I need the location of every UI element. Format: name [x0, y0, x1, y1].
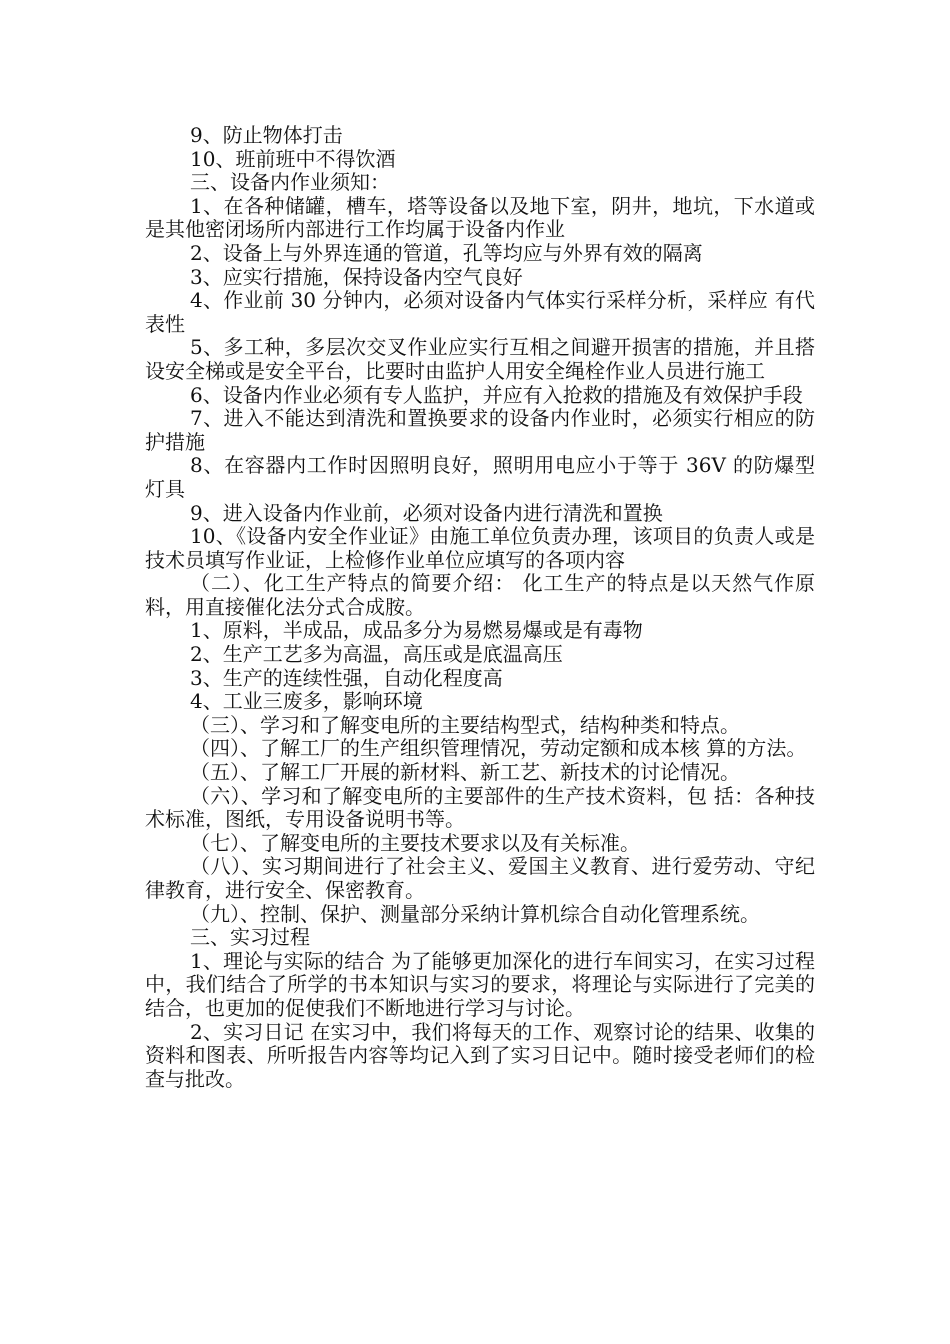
paragraph-24: （八）、实习期间进行了社会主义、爱国主义教育、进行爱劳动、守纪律教育，进行安全、保密教育。: [145, 854, 815, 902]
paragraph-6: 3、应实行措施，保持设备内空气良好: [190, 264, 523, 289]
paragraph-15: 1、原料，半成品，成品多分为易燃易爆或是有毒物: [190, 618, 643, 643]
paragraph-9: 6、设备内作业必须有专人监护，并应有入抢救的措施及有效保护手段: [190, 382, 803, 407]
paragraph-18: 4、工业三废多，影响环境: [190, 689, 423, 714]
paragraph-27: 1、理论与实际的结合 为了能够更加深化的进行车间实习，在实习过程中，我们结合了所学的书本知识与实习的要求，将理论与实际进行了完美的结合，也更加的促使我们不断地进行学习与讨论。: [145, 948, 815, 1020]
paragraph-21: （五）、了解工厂开展的新材料、新工艺、新技术的讨论情况。: [190, 760, 740, 785]
paragraph-23: （七）、了解变电所的主要技术要求以及有关标准。: [190, 830, 640, 855]
paragraph-14: （二）、化工生产特点的简要介绍： 化工生产的特点是以天然气作原料，用直接催化法分式合成胺。: [145, 571, 815, 619]
section-heading-internship-process: 三、实习过程: [190, 925, 310, 950]
paragraph-19: （三）、学习和了解变电所的主要结构型式，结构种类和特点。: [190, 712, 740, 737]
paragraph-1: 9、防止物体打击: [190, 123, 343, 147]
paragraph-17: 3、生产的连续性强，自动化程度高: [190, 665, 503, 690]
section-heading-equipment-notice: 三、设备内作业须知：: [190, 170, 390, 195]
paragraph-13: 10、《设备内安全作业证》由施工单位负责办理，该项目的负责人或是技术员填写作业证，上检修作业单位应填写的各项内容: [145, 524, 815, 572]
paragraph-4: 1、在各种储罐，槽车，塔等设备以及地下室，阴井，地坑，下水道或是其他密闭场所内部进行工作均属于设备内作业: [145, 193, 815, 242]
paragraph-12: 9、进入设备内作业前，必须对设备内进行清洗和置换: [190, 500, 663, 525]
paragraph-11: 8、在容器内工作时因照明良好，照明用电应小于等于 36V 的防爆型灯具: [145, 453, 815, 501]
paragraph-8: 5、多工种，多层次交叉作业应实行互相之间避开损害的措施，并且搭设安全梯或是安全平台，比要时由监护人用安全绳栓作业人员进行施工: [145, 335, 815, 383]
paragraph-5: 2、设备上与外界连通的管道，孔等均应与外界有效的隔离: [190, 240, 703, 265]
paragraph-20: （四）、了解工厂的生产组织管理情况，劳动定额和成本核 算的方法。: [190, 736, 807, 761]
document-body: [145, 124, 815, 1091]
paragraph-2: 10、班前班中不得饮酒: [190, 146, 396, 171]
paragraph-28: 2、实习日记 在实习中，我们将每天的工作、观察讨论的结果、收集的资料和图表、所听报告内容等均记入到了实习日记中。随时接受老师们的检查与批改。: [145, 1019, 815, 1091]
paragraph-25: （九）、控制、保护、测量部分采纳计算机综合自动化管理系统。: [190, 901, 760, 926]
paragraph-10: 7、进入不能达到清洗和置换要求的设备内作业时，必须实行相应的防护措施: [145, 406, 815, 454]
paragraph-16: 2、生产工艺多为高温，高压或是底温高压: [190, 642, 563, 667]
paragraph-22: （六）、学习和了解变电所的主要部件的生产技术资料，包 括：各种技术标准，图纸，专用设备说明书等。: [145, 783, 815, 832]
paragraph-7: 4、作业前 30 分钟内，必须对设备内气体实行采样分析，采样应 有代表性: [145, 288, 815, 336]
